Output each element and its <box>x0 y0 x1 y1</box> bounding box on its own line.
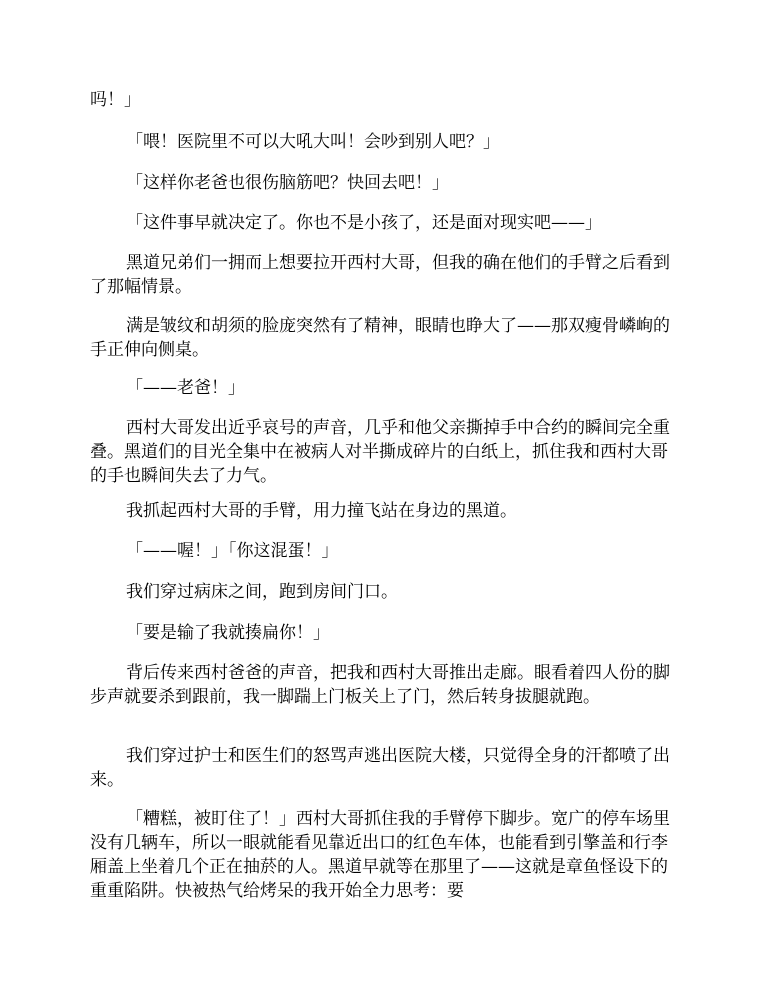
paragraph: 背后传来西村爸爸的声音，把我和西村大哥推出走廊。眼看着四人份的脚步声就要杀到跟前，我一脚踹上门板关上了门，然后转身拔腿就跑。 <box>90 663 670 707</box>
paragraph: 黑道兄弟们一拥而上想要拉开西村大哥，但我的确在他们的手臂之后看到了那幅情景。 <box>90 253 670 297</box>
paragraph: 「喂！医院里不可以大吼大叫！会吵到别人吧？」 <box>126 132 500 152</box>
paragraph: 「这样你老爸也很伤脑筋吧？快回去吧！」 <box>126 173 449 193</box>
paragraph: 「要是输了我就揍扁你！」 <box>126 623 330 643</box>
paragraph: 西村大哥发出近乎哀号的声音，几乎和他父亲撕掉手中合约的瞬间完全重叠。黑道们的目光全集中在被病人对半撕成碎片的白纸上，抓住我和西村大哥的手也瞬间失去了力气。 <box>90 418 670 486</box>
paragraph-continuation: 吗！」 <box>90 90 141 110</box>
paragraph: 「——喔！」「你这混蛋！」 <box>126 541 339 561</box>
paragraph: 「糟糕，被盯住了！」西村大哥抓住我的手臂停下脚步。宽广的停车场里没有几辆车，所以一眼就能看见靠近出口的红色车体，也能看到引擎盖和行李厢盖上坐着几个正在抽菸的人。黑道早就等在那里了——这就是章鱼怪设下的重重陷阱。快被热气给烤呆的我开始全力思考：要 <box>90 809 670 901</box>
paragraph: 我们穿过护士和医生们的怒骂声逃出医院大楼，只觉得全身的汗都喷了出来。 <box>90 746 670 790</box>
paragraph: 我们穿过病床之间，跑到房间门口。 <box>126 582 398 602</box>
paragraph: 「这件事早就决定了。你也不是小孩了，还是面对现实吧——」 <box>126 213 602 233</box>
paragraph: 我抓起西村大哥的手臂，用力撞飞站在身边的黑道。 <box>126 501 517 521</box>
paragraph: 「——老爸！」 <box>126 378 245 398</box>
paragraph: 满是皱纹和胡须的脸庞突然有了精神，眼睛也睁大了——那双瘦骨嶙峋的手正伸向侧桌。 <box>90 316 670 360</box>
